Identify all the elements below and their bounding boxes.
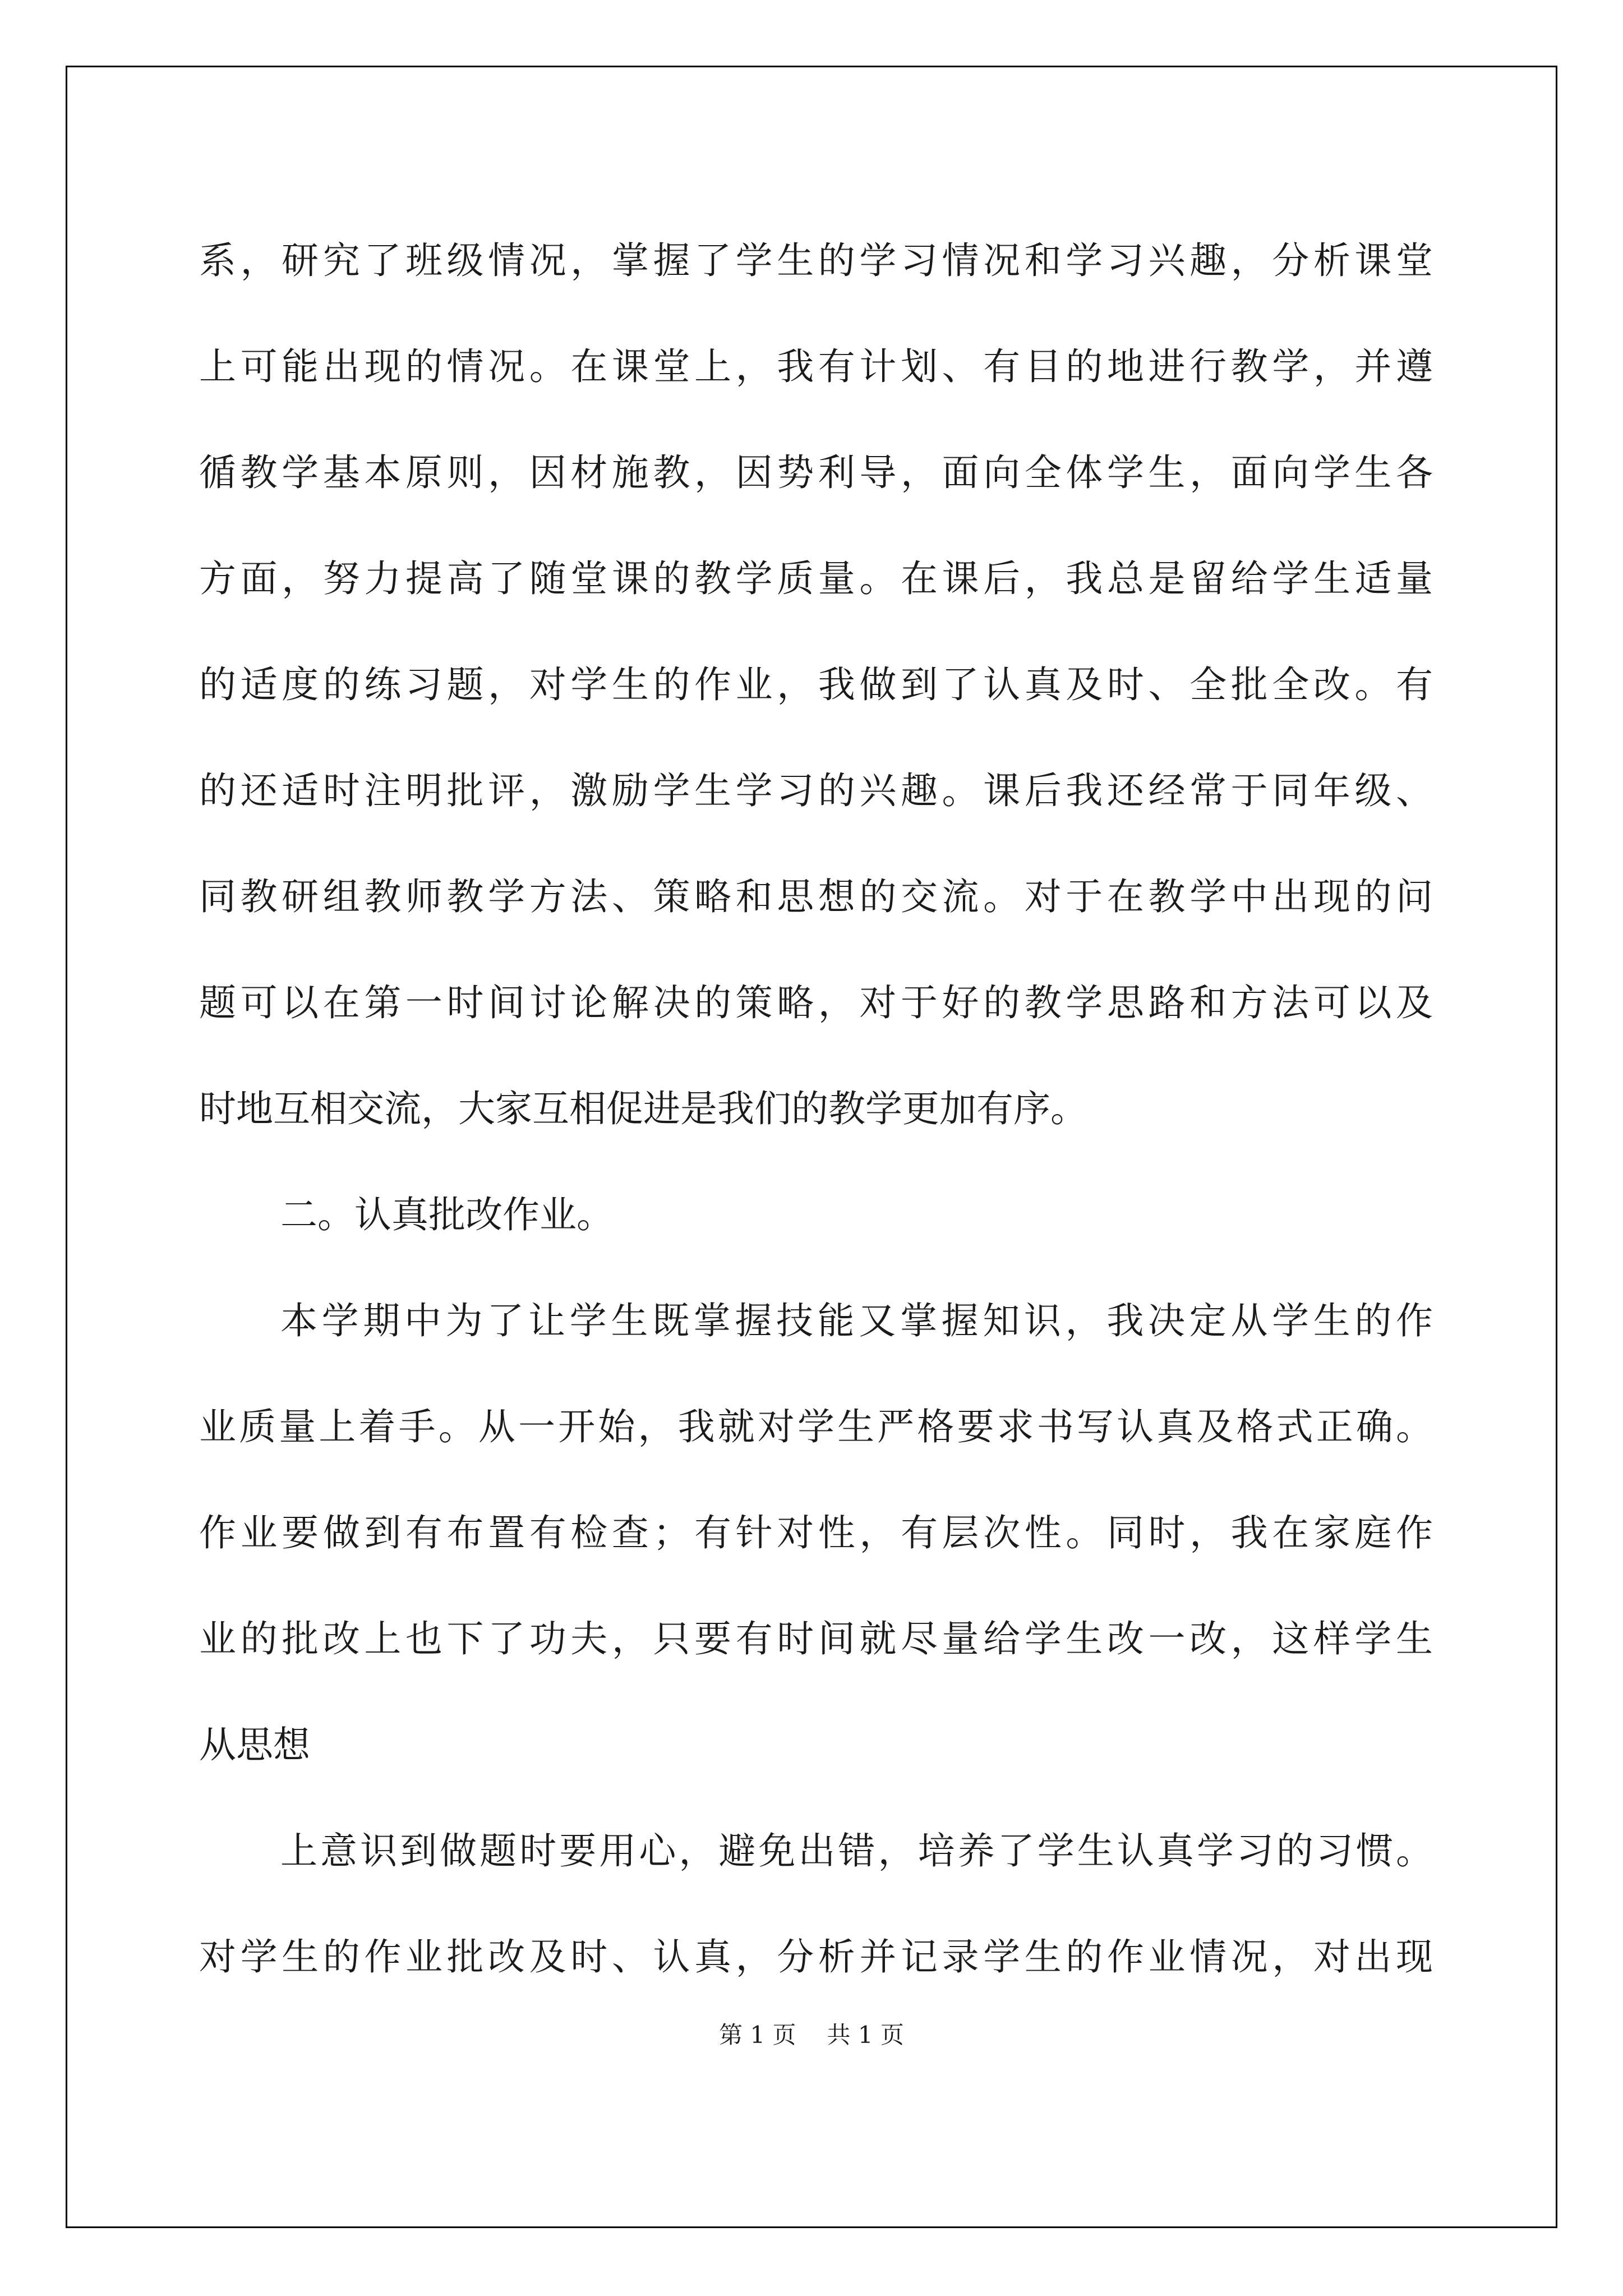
text-line: 对学生的作业批改及时、认真，分析并记录学生的作业情况，对出现 (199, 1935, 1433, 1978)
text-line: 上可能出现的情况。在课堂上，我有计划、有目的地进行教学，并遵 (199, 345, 1433, 388)
text-line: 循教学基本原则，因材施教，因势利导，面向全体学生，面向学生各 (199, 451, 1433, 494)
page-footer (0, 2017, 1623, 2050)
section-heading: 二。认真批改作业。 (280, 1193, 614, 1236)
page-number: 第 1 页 (719, 2021, 796, 2049)
text-line: 时地互相交流，大家互相促进是我们的教学更加有序。 (199, 1087, 1087, 1130)
text-line: 业的批改上也下了功夫，只要有时间就尽量给学生改一改，这样学生 (199, 1617, 1433, 1660)
text-line: 题可以在第一时间讨论解决的策略，对于好的教学思路和方法可以及 (199, 981, 1433, 1024)
document-body (199, 208, 1433, 2010)
text-line: 从思想 (199, 1723, 310, 1766)
text-line: 的还适时注明批评，激励学生学习的兴趣。课后我还经常于同年级、 (199, 769, 1433, 812)
text-line: 上意识到做题时要用心，避免出错，培养了学生认真学习的习惯。 (280, 1829, 1433, 1872)
text-line: 业质量上着手。从一开始，我就对学生严格要求书写认真及格式正确。 (199, 1405, 1433, 1448)
text-line: 系，研究了班级情况，掌握了学生的学习情况和学习兴趣，分析课堂 (199, 239, 1433, 282)
page-total: 共 1 页 (827, 2021, 904, 2049)
text-line: 本学期中为了让学生既掌握技能又掌握知识，我决定从学生的作 (280, 1299, 1433, 1342)
text-line: 的适度的练习题，对学生的作业，我做到了认真及时、全批全改。有 (199, 663, 1433, 706)
text-line: 作业要做到有布置有检查；有针对性，有层次性。同时，我在家庭作 (199, 1511, 1433, 1554)
text-line: 方面，努力提高了随堂课的教学质量。在课后，我总是留给学生适量 (199, 557, 1433, 600)
text-line: 同教研组教师教学方法、策略和思想的交流。对于在教学中出现的问 (199, 875, 1433, 918)
